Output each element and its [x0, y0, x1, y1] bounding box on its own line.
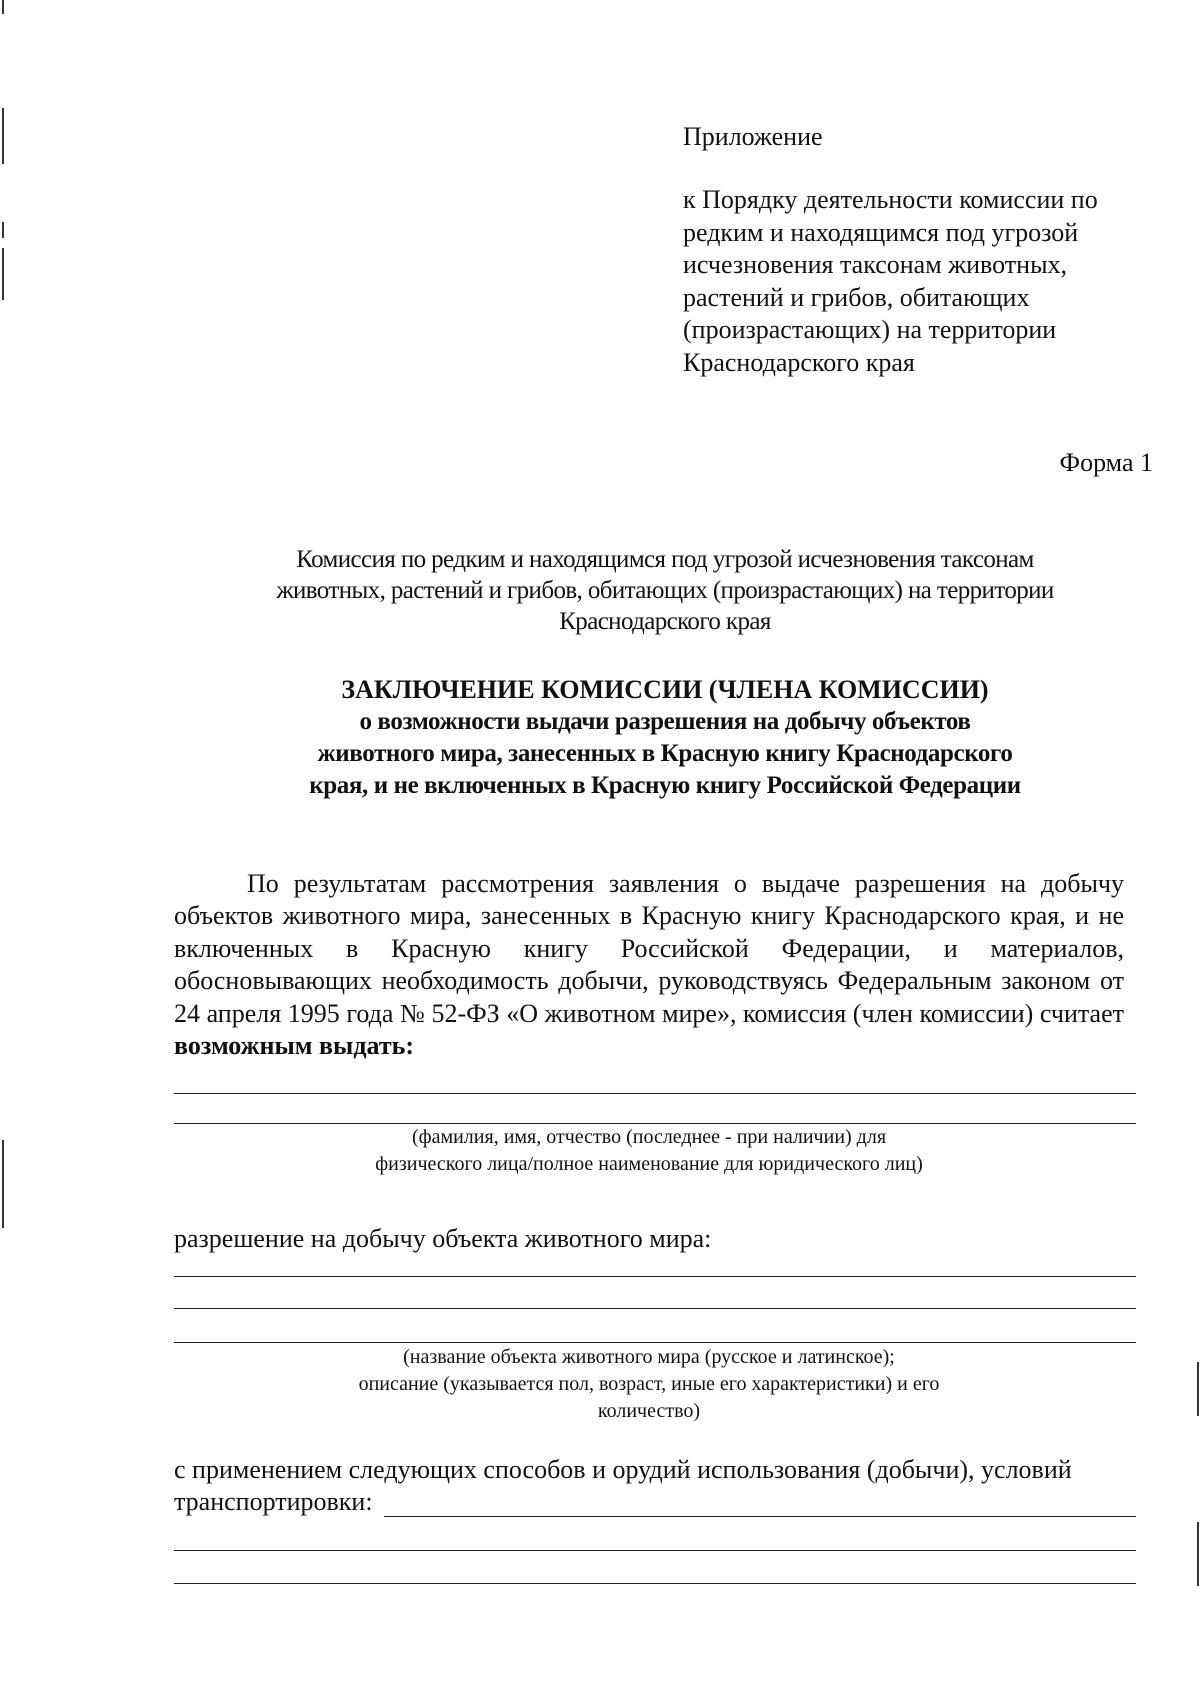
methods-fill-line[interactable] [174, 1550, 1136, 1551]
object-fill-line[interactable] [174, 1308, 1136, 1309]
appendix-reference: к Порядку деятельности комиссии по редким и находящимся под угрозой исчезновения таксонам животных, растений и грибов, обитающих (произрастающих) на территории Краснодарского края [683, 185, 1098, 377]
object-caption: (название объекта животного мира (русское и латинское); описание (указывается пол, возраст, иные его характеристики) и его количество) [358, 1346, 940, 1422]
body-paragraph [174, 868, 1124, 1062]
scan-edge-mark [1197, 1362, 1199, 1416]
applicant-caption: (фамилия, имя, отчество (последнее - при наличии) для физического лица/полное наименование для юридического лиц) [375, 1126, 923, 1175]
appendix-title: Приложение [683, 122, 823, 151]
object-fill-line[interactable] [174, 1276, 1136, 1277]
scan-edge-mark [2, 248, 4, 300]
methods-last-word: транспортировки: [174, 1487, 373, 1516]
methods-text: с применением следующих способов и орудий использования (добычи), условий [174, 1455, 1072, 1484]
methods-paragraph [174, 1454, 1124, 1518]
commission-name: Комиссия по редким и находящимся под угрозой исчезновения таксонам животных, растений и грибов, обитающих (произрастающих) на территории Краснодарского края [276, 546, 1054, 635]
methods-fill-line[interactable] [384, 1516, 1136, 1517]
scan-edge-mark [2, 1140, 4, 1228]
applicant-fill-line[interactable] [174, 1093, 1136, 1094]
scan-edge-mark [1197, 1522, 1199, 1586]
form-number: Форма 1 [1059, 448, 1153, 477]
object-fill-line[interactable] [174, 1342, 1136, 1343]
body-text: По результатам рассмотрения заявления о выдаче разрешения на добычу объектов животного мира, занесенных в Красную книгу Краснодарского края, и не включенных в Красную книгу Российской Федерации, и материалов, обосновывающих необходимость добычи, руководствуясь Федеральным законом от 24 апреля 1995 года № 52-ФЗ «О животном мире», комиссия (член комиссии) считает [174, 869, 1124, 1028]
methods-fill-line[interactable] [174, 1583, 1136, 1584]
permit-intro: разрешение на добычу объекта животного мира: [174, 1224, 712, 1253]
body-emphasis: возможным выдать: [174, 1031, 415, 1061]
document-title: ЗАКЛЮЧЕНИЕ КОМИССИИ (ЧЛЕНА КОМИССИИ) [341, 675, 989, 704]
scan-edge-mark [2, 222, 4, 238]
scan-edge-mark [2, 0, 4, 14]
document-subtitle: о возможности выдачи разрешения на добычу объектов животного мира, занесенных в Красную книгу Краснодарского края, и не включенных в Красную книгу Российской Федерации [309, 708, 1021, 799]
scan-edge-mark [2, 108, 4, 164]
